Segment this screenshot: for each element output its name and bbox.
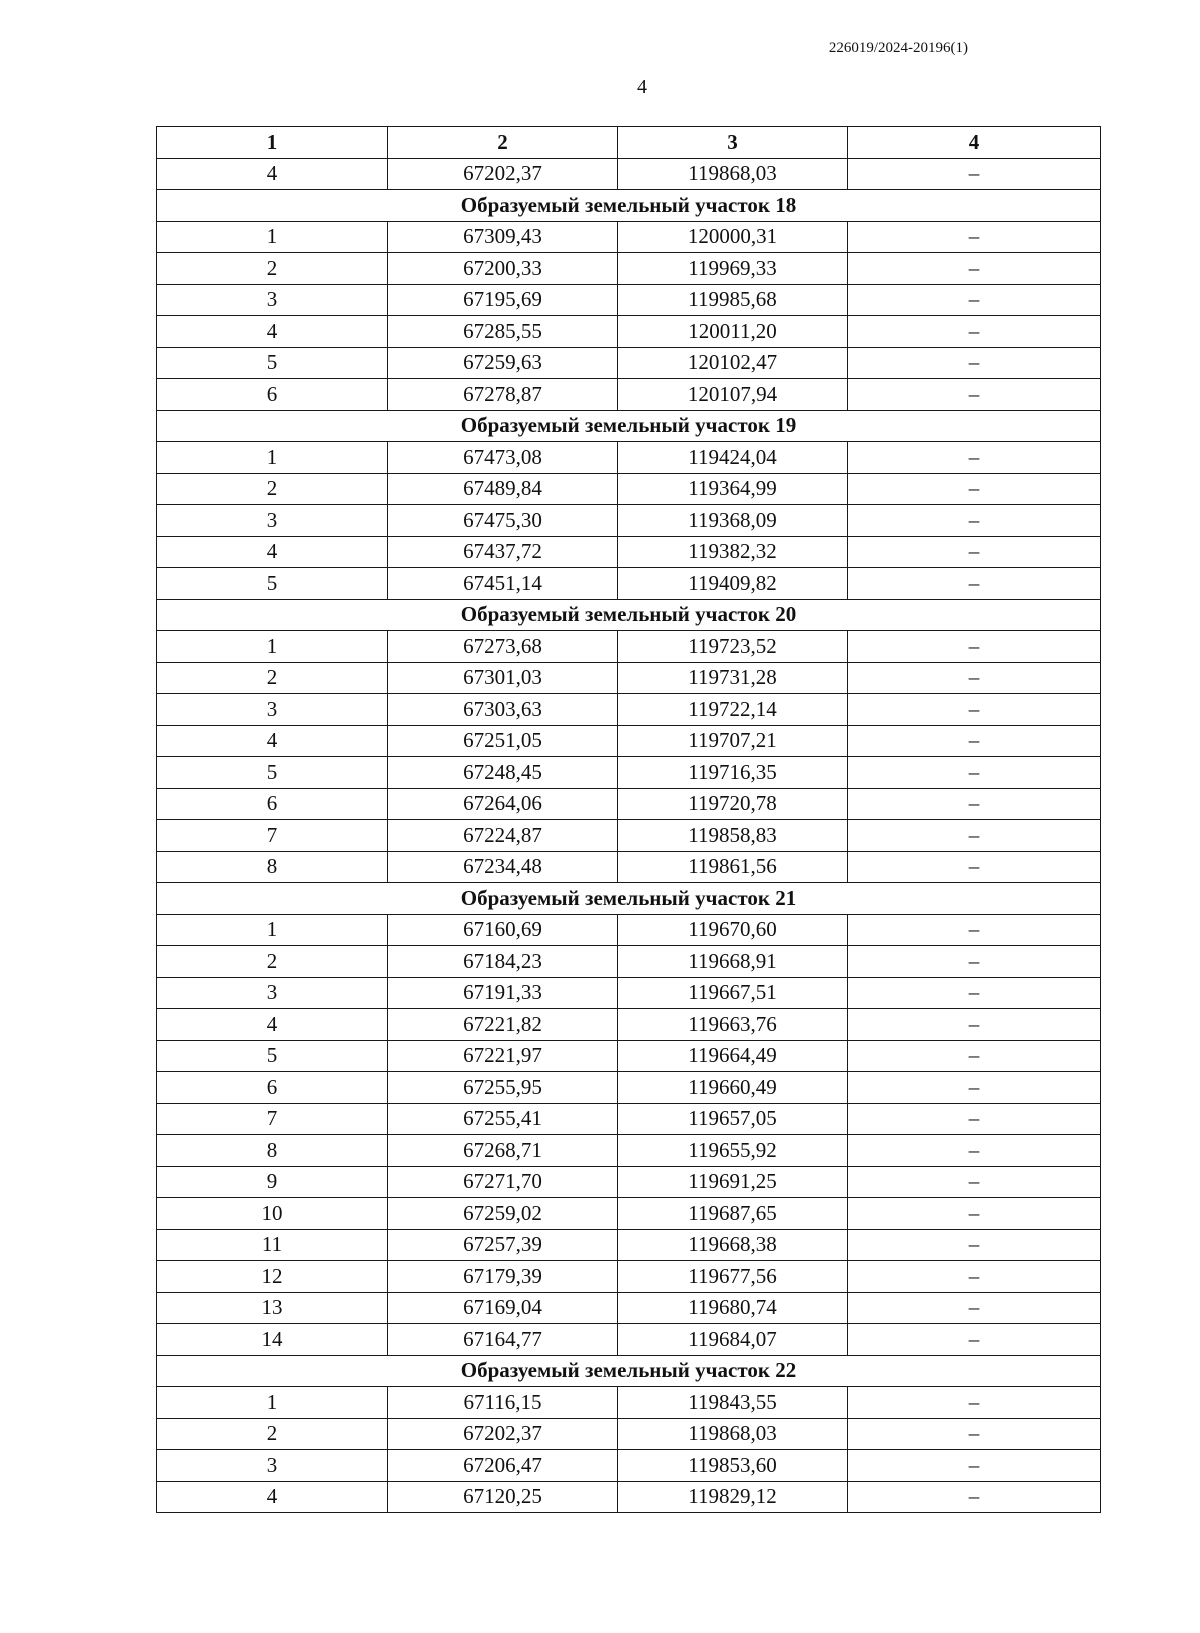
cell-note: – — [848, 914, 1101, 946]
cell-point-number: 8 — [157, 1135, 388, 1167]
table-row — [157, 1324, 1101, 1356]
table-row — [157, 473, 1101, 505]
section-title: Образуемый земельный участок 20 — [157, 599, 1101, 631]
cell-y-coordinate: 119691,25 — [618, 1166, 848, 1198]
cell-note: – — [848, 1261, 1101, 1293]
cell-y-coordinate: 120102,47 — [618, 347, 848, 379]
cell-point-number: 6 — [157, 1072, 388, 1104]
cell-y-coordinate: 119731,28 — [618, 662, 848, 694]
table-row — [157, 1166, 1101, 1198]
table-row — [157, 757, 1101, 789]
cell-x-coordinate: 67184,23 — [388, 946, 618, 978]
table-row — [157, 914, 1101, 946]
table-row — [157, 1418, 1101, 1450]
cell-y-coordinate: 119663,76 — [618, 1009, 848, 1041]
cell-note: – — [848, 221, 1101, 253]
table-row — [157, 379, 1101, 411]
cell-note: – — [848, 1166, 1101, 1198]
table-row — [157, 1135, 1101, 1167]
cell-note: – — [848, 1387, 1101, 1419]
cell-x-coordinate: 67473,08 — [388, 442, 618, 474]
cell-point-number: 1 — [157, 221, 388, 253]
cell-note: – — [848, 725, 1101, 757]
cell-point-number: 2 — [157, 473, 388, 505]
cell-x-coordinate: 67437,72 — [388, 536, 618, 568]
cell-point-number: 4 — [157, 158, 388, 190]
cell-point-number: 4 — [157, 1009, 388, 1041]
cell-note: – — [848, 946, 1101, 978]
cell-point-number: 3 — [157, 694, 388, 726]
cell-point-number: 11 — [157, 1229, 388, 1261]
cell-x-coordinate: 67489,84 — [388, 473, 618, 505]
table-row — [157, 977, 1101, 1009]
cell-x-coordinate: 67268,71 — [388, 1135, 618, 1167]
cell-point-number: 6 — [157, 788, 388, 820]
table-row — [157, 1450, 1101, 1482]
cell-point-number: 9 — [157, 1166, 388, 1198]
table-row — [157, 505, 1101, 537]
section-row — [157, 410, 1101, 442]
cell-x-coordinate: 67195,69 — [388, 284, 618, 316]
document-id: 226019/2024-20196(1) — [828, 40, 968, 56]
table-row — [157, 1229, 1101, 1261]
cell-y-coordinate: 119829,12 — [618, 1481, 848, 1513]
cell-x-coordinate: 67309,43 — [388, 221, 618, 253]
cell-point-number: 3 — [157, 1450, 388, 1482]
cell-y-coordinate: 119969,33 — [618, 253, 848, 285]
cell-x-coordinate: 67451,14 — [388, 568, 618, 600]
table-row — [157, 725, 1101, 757]
table-row — [157, 1387, 1101, 1419]
cell-y-coordinate: 119858,83 — [618, 820, 848, 852]
table-row — [157, 946, 1101, 978]
table-row — [157, 820, 1101, 852]
cell-note: – — [848, 253, 1101, 285]
table-row — [157, 1481, 1101, 1513]
cell-note: – — [848, 1418, 1101, 1450]
cell-y-coordinate: 119424,04 — [618, 442, 848, 474]
cell-y-coordinate: 119868,03 — [618, 158, 848, 190]
cell-point-number: 7 — [157, 1103, 388, 1135]
cell-note: – — [848, 757, 1101, 789]
table-row — [157, 631, 1101, 663]
cell-x-coordinate: 67221,97 — [388, 1040, 618, 1072]
cell-x-coordinate: 67179,39 — [388, 1261, 618, 1293]
cell-y-coordinate: 119861,56 — [618, 851, 848, 883]
table-row — [157, 1292, 1101, 1324]
cell-x-coordinate: 67255,41 — [388, 1103, 618, 1135]
cell-x-coordinate: 67200,33 — [388, 253, 618, 285]
cell-y-coordinate: 119868,03 — [618, 1418, 848, 1450]
cell-y-coordinate: 119722,14 — [618, 694, 848, 726]
cell-y-coordinate: 119382,32 — [618, 536, 848, 568]
table-row — [157, 347, 1101, 379]
cell-x-coordinate: 67251,05 — [388, 725, 618, 757]
cell-note: – — [848, 505, 1101, 537]
cell-note: – — [848, 347, 1101, 379]
table-row — [157, 662, 1101, 694]
cell-y-coordinate: 119720,78 — [618, 788, 848, 820]
cell-y-coordinate: 119985,68 — [618, 284, 848, 316]
cell-x-coordinate: 67259,63 — [388, 347, 618, 379]
cell-x-coordinate: 67202,37 — [388, 1418, 618, 1450]
cell-x-coordinate: 67224,87 — [388, 820, 618, 852]
cell-point-number: 2 — [157, 253, 388, 285]
cell-note: – — [848, 158, 1101, 190]
cell-note: – — [848, 536, 1101, 568]
cell-x-coordinate: 67278,87 — [388, 379, 618, 411]
cell-note: – — [848, 316, 1101, 348]
cell-y-coordinate: 119853,60 — [618, 1450, 848, 1482]
cell-x-coordinate: 67273,68 — [388, 631, 618, 663]
cell-point-number: 5 — [157, 347, 388, 379]
table-row — [157, 158, 1101, 190]
cell-y-coordinate: 120107,94 — [618, 379, 848, 411]
cell-y-coordinate: 119664,49 — [618, 1040, 848, 1072]
cell-x-coordinate: 67191,33 — [388, 977, 618, 1009]
cell-x-coordinate: 67202,37 — [388, 158, 618, 190]
table-row — [157, 788, 1101, 820]
table-row — [157, 1072, 1101, 1104]
cell-note: – — [848, 631, 1101, 663]
cell-point-number: 4 — [157, 536, 388, 568]
cell-y-coordinate: 119684,07 — [618, 1324, 848, 1356]
section-row — [157, 190, 1101, 222]
cell-x-coordinate: 67164,77 — [388, 1324, 618, 1356]
cell-point-number: 6 — [157, 379, 388, 411]
cell-x-coordinate: 67257,39 — [388, 1229, 618, 1261]
table-row — [157, 1040, 1101, 1072]
table-row — [157, 221, 1101, 253]
cell-note: – — [848, 851, 1101, 883]
cell-x-coordinate: 67248,45 — [388, 757, 618, 789]
cell-point-number: 13 — [157, 1292, 388, 1324]
cell-point-number: 4 — [157, 316, 388, 348]
cell-x-coordinate: 67116,15 — [388, 1387, 618, 1419]
table-header — [157, 127, 1101, 159]
cell-note: – — [848, 442, 1101, 474]
cell-note: – — [848, 1040, 1101, 1072]
cell-point-number: 12 — [157, 1261, 388, 1293]
cell-point-number: 4 — [157, 725, 388, 757]
section-row — [157, 1355, 1101, 1387]
cell-note: – — [848, 1135, 1101, 1167]
section-title: Образуемый земельный участок 21 — [157, 883, 1101, 915]
cell-note: – — [848, 1198, 1101, 1230]
cell-note: – — [848, 694, 1101, 726]
table-row — [157, 1261, 1101, 1293]
cell-x-coordinate: 67169,04 — [388, 1292, 618, 1324]
cell-note: – — [848, 820, 1101, 852]
table-row — [157, 851, 1101, 883]
cell-point-number: 3 — [157, 505, 388, 537]
cell-point-number: 4 — [157, 1481, 388, 1513]
cell-note: – — [848, 1103, 1101, 1135]
section-row — [157, 599, 1101, 631]
cell-note: – — [848, 568, 1101, 600]
table-row — [157, 694, 1101, 726]
table-row — [157, 316, 1101, 348]
cell-note: – — [848, 1324, 1101, 1356]
section-title: Образуемый земельный участок 18 — [157, 190, 1101, 222]
cell-x-coordinate: 67160,69 — [388, 914, 618, 946]
page-number: 4 — [637, 76, 647, 98]
cell-y-coordinate: 119680,74 — [618, 1292, 848, 1324]
cell-point-number: 10 — [157, 1198, 388, 1230]
cell-y-coordinate: 119655,92 — [618, 1135, 848, 1167]
cell-y-coordinate: 119677,56 — [618, 1261, 848, 1293]
cell-x-coordinate: 67264,06 — [388, 788, 618, 820]
cell-y-coordinate: 119670,60 — [618, 914, 848, 946]
table-row — [157, 1198, 1101, 1230]
cell-y-coordinate: 119716,35 — [618, 757, 848, 789]
cell-x-coordinate: 67271,70 — [388, 1166, 618, 1198]
cell-point-number: 8 — [157, 851, 388, 883]
cell-note: – — [848, 379, 1101, 411]
cell-point-number: 5 — [157, 757, 388, 789]
cell-y-coordinate: 119368,09 — [618, 505, 848, 537]
cell-point-number: 2 — [157, 946, 388, 978]
cell-note: – — [848, 1072, 1101, 1104]
table-row — [157, 284, 1101, 316]
cell-x-coordinate: 67234,48 — [388, 851, 618, 883]
coordinates-table — [156, 126, 1101, 1513]
cell-x-coordinate: 67221,82 — [388, 1009, 618, 1041]
cell-point-number: 3 — [157, 284, 388, 316]
table-row — [157, 568, 1101, 600]
cell-y-coordinate: 119409,82 — [618, 568, 848, 600]
cell-x-coordinate: 67303,63 — [388, 694, 618, 726]
cell-x-coordinate: 67475,30 — [388, 505, 618, 537]
column-header-point: 1 — [157, 127, 388, 159]
cell-x-coordinate: 67285,55 — [388, 316, 618, 348]
table-body — [157, 158, 1101, 1513]
table-row — [157, 1103, 1101, 1135]
cell-point-number: 5 — [157, 568, 388, 600]
cell-note: – — [848, 284, 1101, 316]
cell-x-coordinate: 67206,47 — [388, 1450, 618, 1482]
cell-note: – — [848, 473, 1101, 505]
cell-y-coordinate: 120011,20 — [618, 316, 848, 348]
cell-y-coordinate: 119364,99 — [618, 473, 848, 505]
cell-y-coordinate: 119660,49 — [618, 1072, 848, 1104]
cell-x-coordinate: 67301,03 — [388, 662, 618, 694]
table-row — [157, 442, 1101, 474]
cell-y-coordinate: 119843,55 — [618, 1387, 848, 1419]
cell-point-number: 3 — [157, 977, 388, 1009]
cell-point-number: 2 — [157, 662, 388, 694]
column-header-note: 4 — [848, 127, 1101, 159]
cell-point-number: 1 — [157, 442, 388, 474]
cell-point-number: 1 — [157, 631, 388, 663]
cell-point-number: 1 — [157, 1387, 388, 1419]
cell-y-coordinate: 119707,21 — [618, 725, 848, 757]
table-row — [157, 253, 1101, 285]
cell-point-number: 5 — [157, 1040, 388, 1072]
cell-y-coordinate: 119657,05 — [618, 1103, 848, 1135]
section-row — [157, 883, 1101, 915]
section-title: Образуемый земельный участок 19 — [157, 410, 1101, 442]
cell-note: – — [848, 662, 1101, 694]
cell-note: – — [848, 1229, 1101, 1261]
cell-y-coordinate: 119668,38 — [618, 1229, 848, 1261]
cell-y-coordinate: 120000,31 — [618, 221, 848, 253]
cell-note: – — [848, 977, 1101, 1009]
cell-x-coordinate: 67255,95 — [388, 1072, 618, 1104]
cell-note: – — [848, 1450, 1101, 1482]
cell-point-number: 14 — [157, 1324, 388, 1356]
table-row — [157, 536, 1101, 568]
cell-note: – — [848, 1009, 1101, 1041]
cell-note: – — [848, 788, 1101, 820]
cell-x-coordinate: 67120,25 — [388, 1481, 618, 1513]
column-header-y: 3 — [618, 127, 848, 159]
cell-note: – — [848, 1292, 1101, 1324]
cell-y-coordinate: 119668,91 — [618, 946, 848, 978]
table-row — [157, 1009, 1101, 1041]
section-title: Образуемый земельный участок 22 — [157, 1355, 1101, 1387]
cell-x-coordinate: 67259,02 — [388, 1198, 618, 1230]
cell-y-coordinate: 119667,51 — [618, 977, 848, 1009]
column-header-x: 2 — [388, 127, 618, 159]
cell-point-number: 1 — [157, 914, 388, 946]
cell-note: – — [848, 1481, 1101, 1513]
cell-y-coordinate: 119723,52 — [618, 631, 848, 663]
cell-y-coordinate: 119687,65 — [618, 1198, 848, 1230]
cell-point-number: 7 — [157, 820, 388, 852]
header-row — [157, 127, 1101, 159]
cell-point-number: 2 — [157, 1418, 388, 1450]
